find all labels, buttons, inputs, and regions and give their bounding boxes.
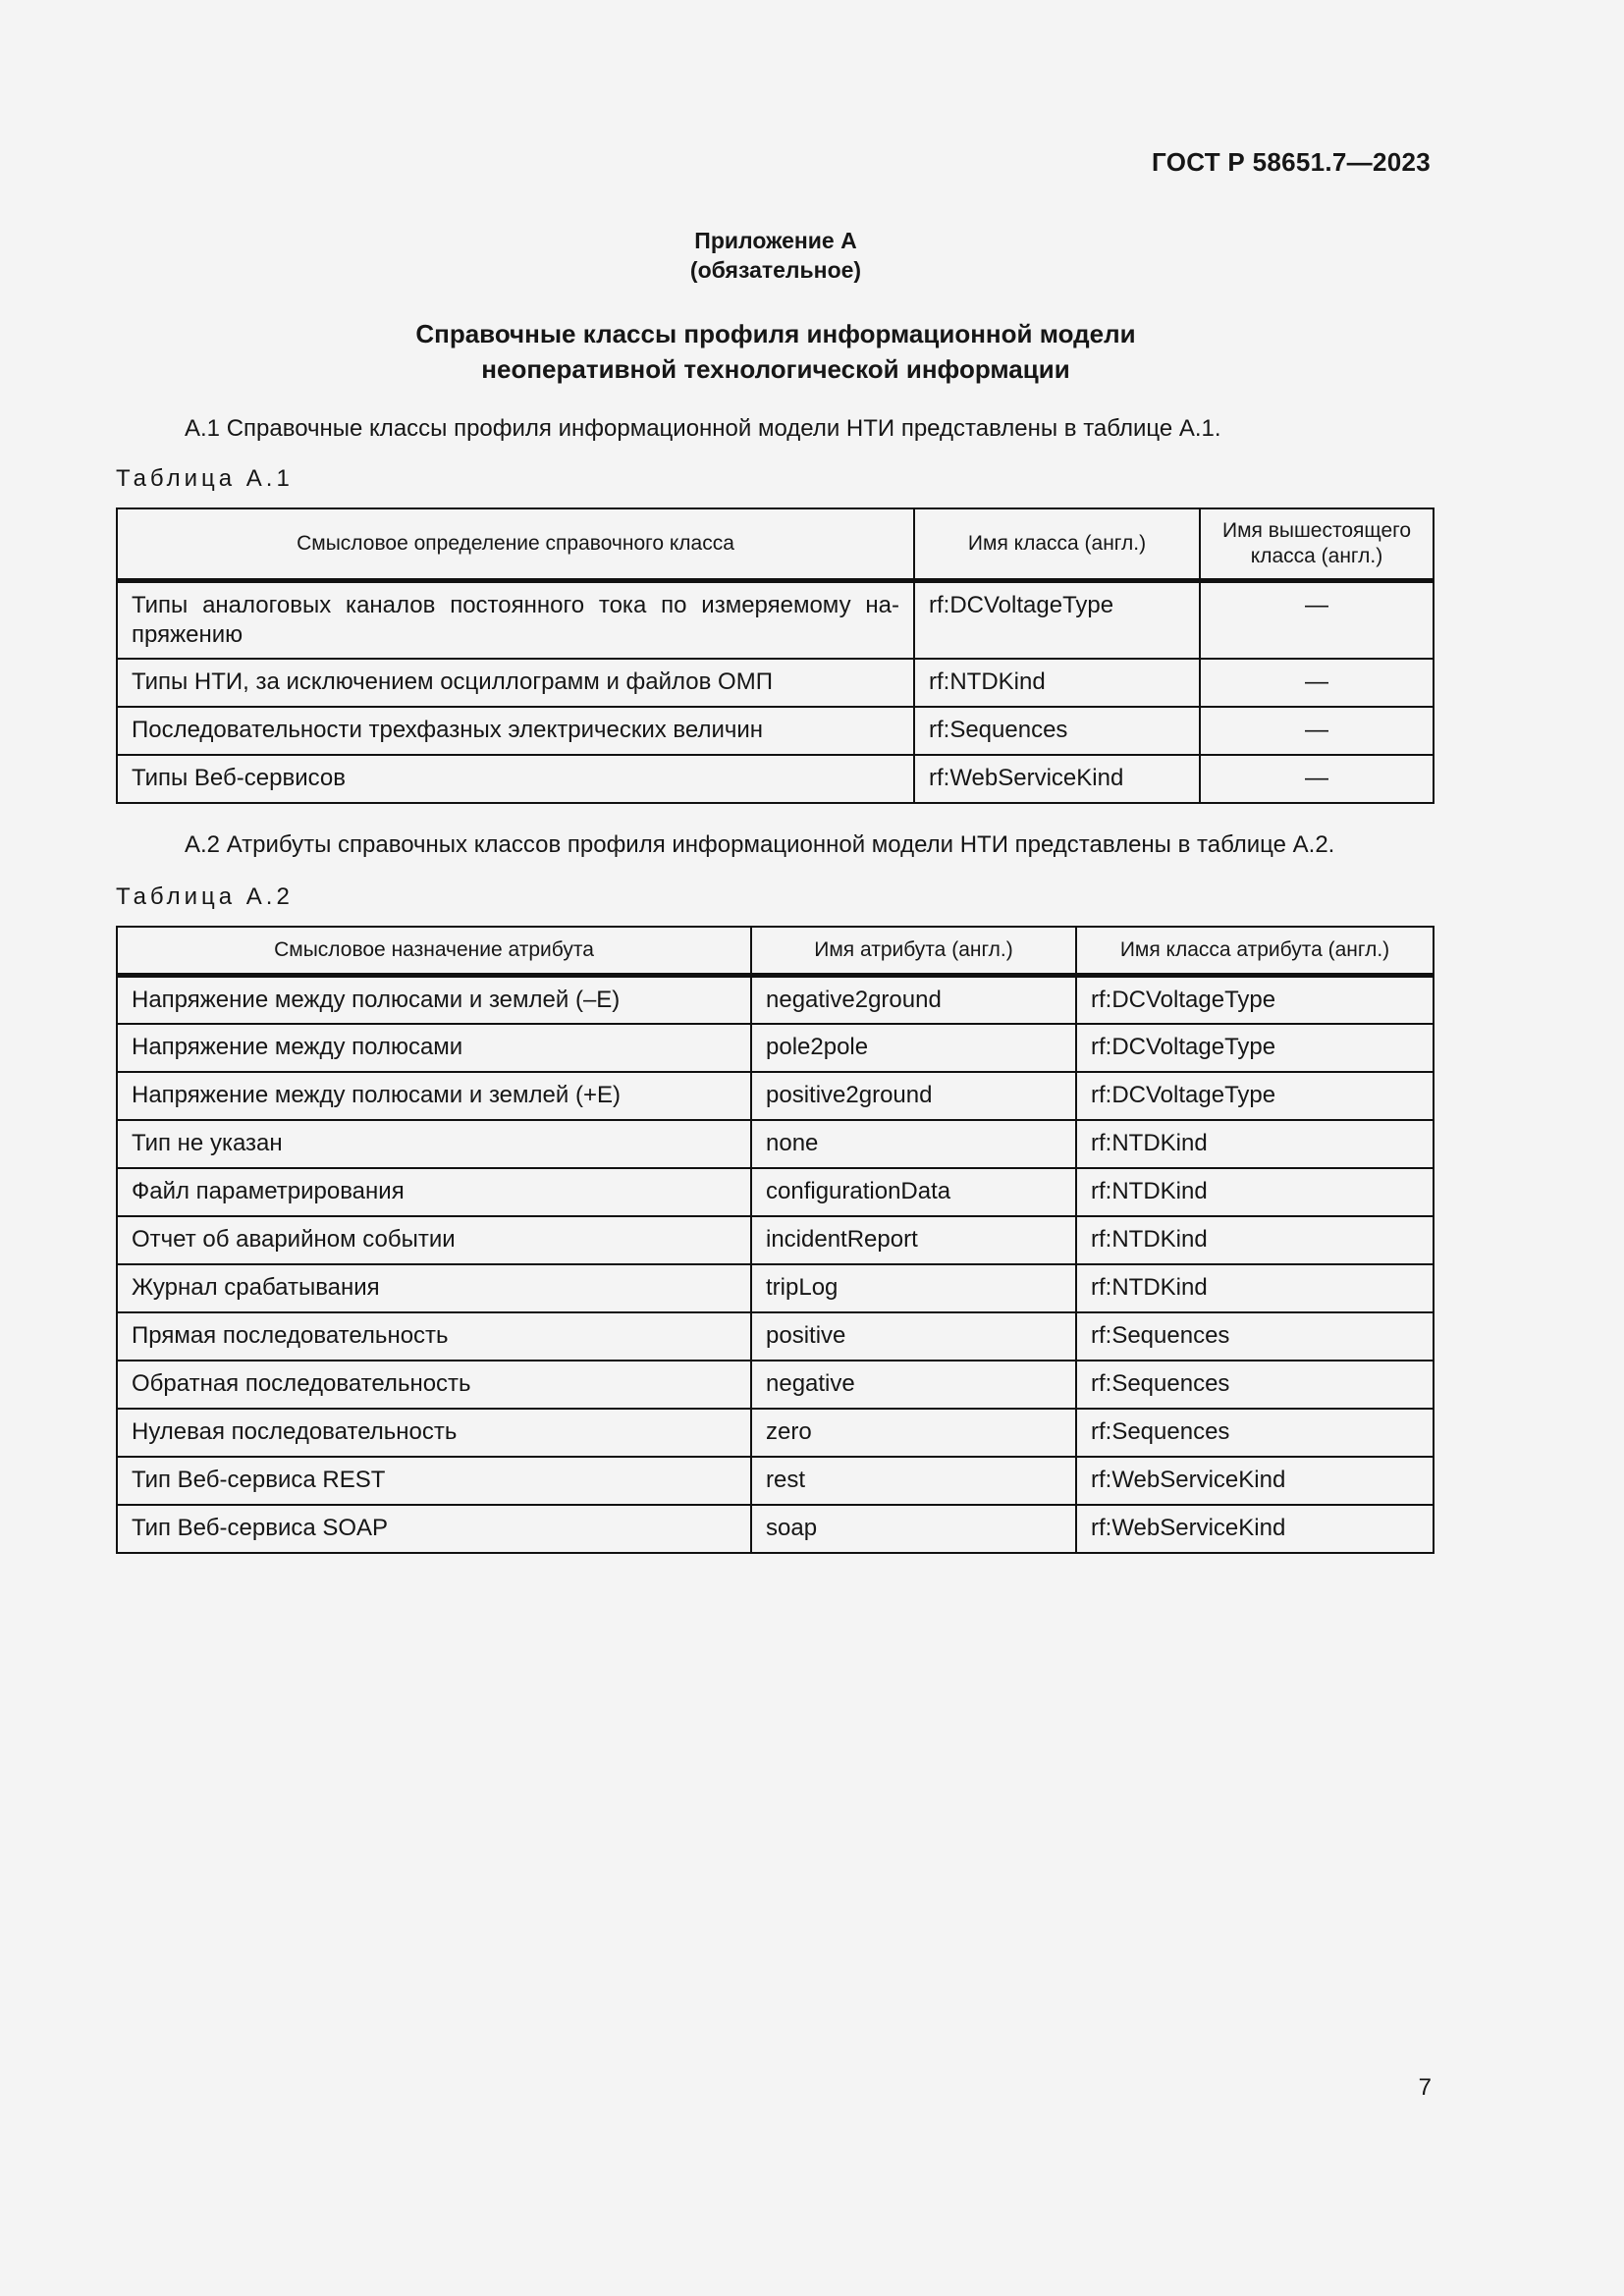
table-cell: Напряжение между полюсами и землей (+E) [117, 1072, 751, 1120]
table-cell: rf:NTDKind [1076, 1168, 1434, 1216]
table-row [117, 1505, 1434, 1553]
table-cell: zero [751, 1409, 1076, 1457]
table-cell: Прямая последовательность [117, 1312, 751, 1361]
table-row [117, 1216, 1434, 1264]
appendix-status: (обязательное) [689, 257, 862, 283]
table-row [117, 1072, 1434, 1120]
table-cell: Обратная последовательность [117, 1361, 751, 1409]
section-title-line-1: Справочные классы профиля информационной модели [415, 319, 1136, 348]
table-row [117, 1457, 1434, 1505]
table-a2-caption: Таблица А.2 [116, 883, 294, 910]
column-header: Смысловое определение справочного класса [117, 508, 914, 581]
table-cell: Напряжение между полюсами [117, 1024, 751, 1072]
table-header-row [117, 508, 1434, 581]
table-header-row [117, 927, 1434, 976]
table-cell: rf:WebServiceKind [1076, 1457, 1434, 1505]
section-title [0, 316, 1551, 387]
table-row [117, 1409, 1434, 1457]
table-cell: rf:DCVoltageType [1076, 1024, 1434, 1072]
table-cell: — [1200, 707, 1434, 755]
table-cell: rf:DCVoltageType [1076, 976, 1434, 1024]
column-header: Смысловое назначение атрибута [117, 927, 751, 976]
table-cell: negative2ground [751, 976, 1076, 1024]
table-cell: rf:NTDKind [1076, 1264, 1434, 1312]
table-cell: Нулевая последовательность [117, 1409, 751, 1457]
table-cell: Тип Веб-сервиса REST [117, 1457, 751, 1505]
table-cell: Тип Веб-сервиса SOAP [117, 1505, 751, 1553]
column-header: Имя класса атрибута (англ.) [1076, 927, 1434, 976]
table-cell: Файл параметрирования [117, 1168, 751, 1216]
table-cell: Тип не указан [117, 1120, 751, 1168]
table-cell: rf:Sequences [1076, 1312, 1434, 1361]
table-cell: Журнал срабатывания [117, 1264, 751, 1312]
table-row [117, 755, 1434, 803]
table-cell: rf:WebServiceKind [914, 755, 1200, 803]
table-a2 [116, 926, 1435, 1554]
table-cell: Типы НТИ, за исключением осциллограмм и файлов ОМП [117, 659, 914, 707]
table-cell: positive2ground [751, 1072, 1076, 1120]
table-cell: rf:NTDKind [1076, 1120, 1434, 1168]
table-cell: Отчет об аварийном событии [117, 1216, 751, 1264]
table-cell: rf:DCVoltageType [1076, 1072, 1434, 1120]
table-cell: — [1200, 659, 1434, 707]
table-cell: rf:WebServiceKind [1076, 1505, 1434, 1553]
table-row [117, 1120, 1434, 1168]
table-cell: tripLog [751, 1264, 1076, 1312]
column-header: Имя класса (англ.) [914, 508, 1200, 581]
paragraph-a2: А.2 Атрибуты справочных классов профиля информационной модели НТИ представлены в таблице А.2. [185, 831, 1335, 858]
table-cell: rf:Sequences [1076, 1409, 1434, 1457]
table-a1 [116, 507, 1435, 804]
table-cell: Типы аналоговых каналов постоянного тока по измеряемому на-пряжению [117, 581, 914, 659]
table-cell: negative [751, 1361, 1076, 1409]
document-code: ГОСТ Р 58651.7—2023 [1152, 147, 1431, 177]
table-cell: rf:DCVoltageType [914, 581, 1200, 659]
table-cell: Напряжение между полюсами и землей (–E) [117, 976, 751, 1024]
table-cell: positive [751, 1312, 1076, 1361]
table-cell: pole2pole [751, 1024, 1076, 1072]
table-a1-caption: Таблица А.1 [116, 465, 294, 492]
column-header: Имя вышестоящего класса (англ.) [1200, 508, 1434, 581]
table-cell: incidentReport [751, 1216, 1076, 1264]
appendix-heading [0, 226, 1551, 285]
table-cell: rf:NTDKind [914, 659, 1200, 707]
table-cell: Последовательности трехфазных электрических величин [117, 707, 914, 755]
table-cell: — [1200, 755, 1434, 803]
table-cell: rf:NTDKind [1076, 1216, 1434, 1264]
table-cell: soap [751, 1505, 1076, 1553]
table-cell: configurationData [751, 1168, 1076, 1216]
table-row [117, 1024, 1434, 1072]
table-cell: rf:Sequences [1076, 1361, 1434, 1409]
table-row [117, 1264, 1434, 1312]
paragraph-a1: А.1 Справочные классы профиля информационной модели НТИ представлены в таблице А.1. [185, 415, 1221, 442]
table-row [117, 976, 1434, 1024]
table-cell: none [751, 1120, 1076, 1168]
table-cell: rf:Sequences [914, 707, 1200, 755]
table-cell: — [1200, 581, 1434, 659]
table-cell: rest [751, 1457, 1076, 1505]
table-cell: Типы Веб-сервисов [117, 755, 914, 803]
appendix-title: Приложение А [694, 228, 857, 253]
table-row [117, 1312, 1434, 1361]
table-row [117, 1168, 1434, 1216]
column-header: Имя атрибута (англ.) [751, 927, 1076, 976]
table-row [117, 707, 1434, 755]
table-row [117, 659, 1434, 707]
page-number: 7 [1418, 2074, 1432, 2101]
table-row [117, 581, 1434, 659]
table-row [117, 1361, 1434, 1409]
section-title-line-2: неоперативной технологической информации [481, 354, 1070, 384]
